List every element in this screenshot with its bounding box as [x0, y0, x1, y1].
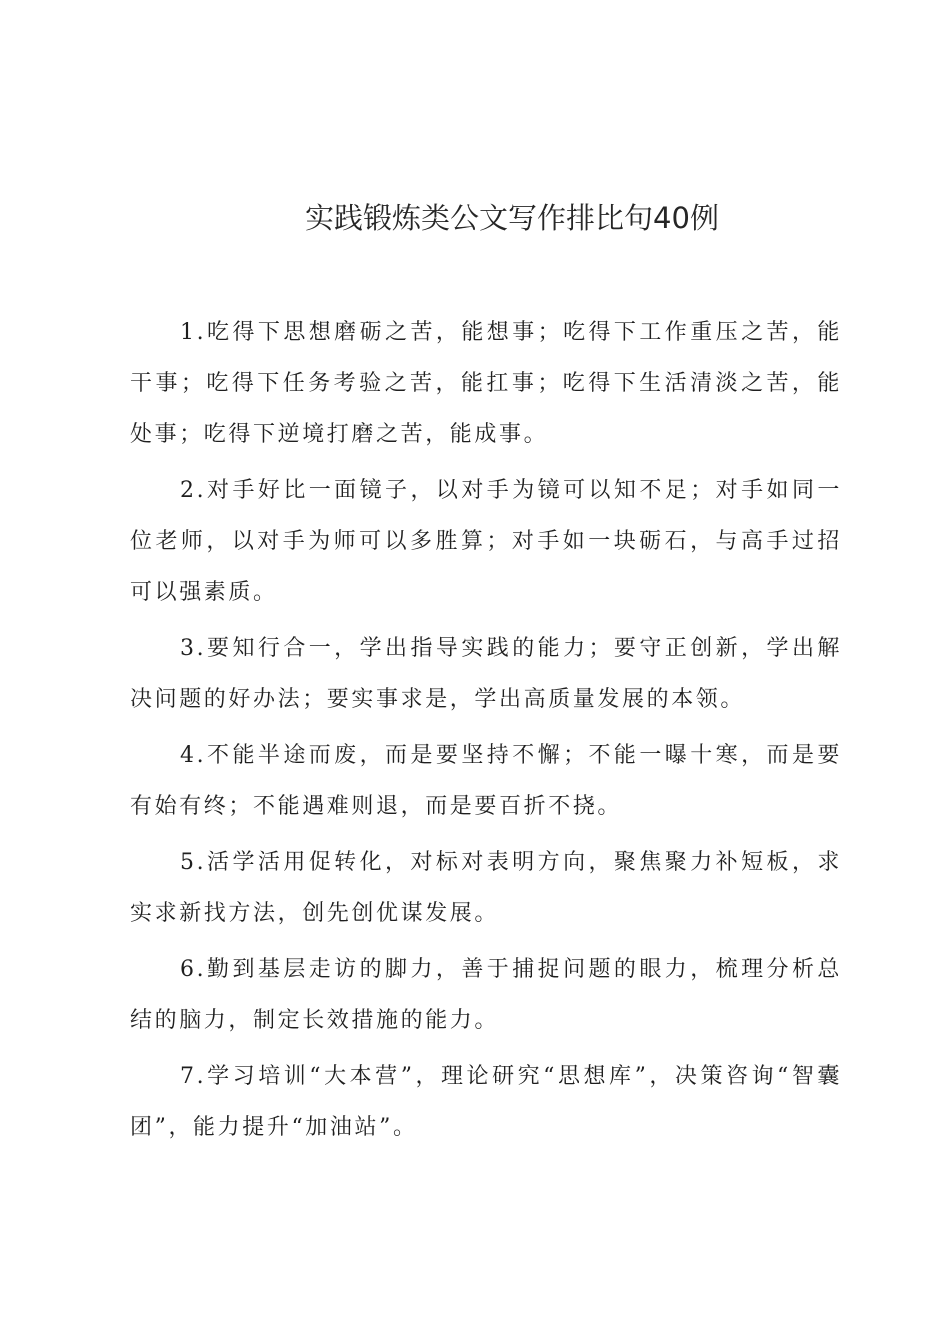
document-title: 实践锻炼类公文写作排比句40例: [305, 201, 719, 235]
paragraph-2: 2.对手好比一面镜子，以对手为镜可以知不足；对手如同一位老师，以对手为师可以多胜算；对手如一块砺石，与高手过招可以强素质。: [130, 478, 842, 605]
paragraph-4: 4.不能半途而废，而是要坚持不懈；不能一曝十寒，而是要有始有终；不能遇难则退，而是要百折不挠。: [130, 743, 842, 819]
paragraph-5: 5.活学活用促转化，对标对表明方向，聚焦聚力补短板，求实求新找方法，创先创优谋发展。: [130, 850, 842, 926]
paragraph-1: 1.吃得下思想磨砺之苦，能想事；吃得下工作重压之苦，能干事；吃得下任务考验之苦，能扛事；吃得下生活清淡之苦，能处事；吃得下逆境打磨之苦，能成事。: [130, 320, 842, 447]
document-body: [130, 307, 842, 1158]
paragraph-3: 3.要知行合一，学出指导实践的能力；要守正创新，学出解决问题的好办法；要实事求是，学出高质量发展的本领。: [130, 636, 842, 712]
paragraph-7: 7.学习培训“大本营”，理论研究“思想库”，决策咨询“智囊团”，能力提升“加油站”。: [130, 1064, 842, 1140]
paragraph-6: 6.勤到基层走访的脚力，善于捕捉问题的眼力，梳理分析总结的脑力，制定长效措施的能力。: [130, 957, 842, 1033]
